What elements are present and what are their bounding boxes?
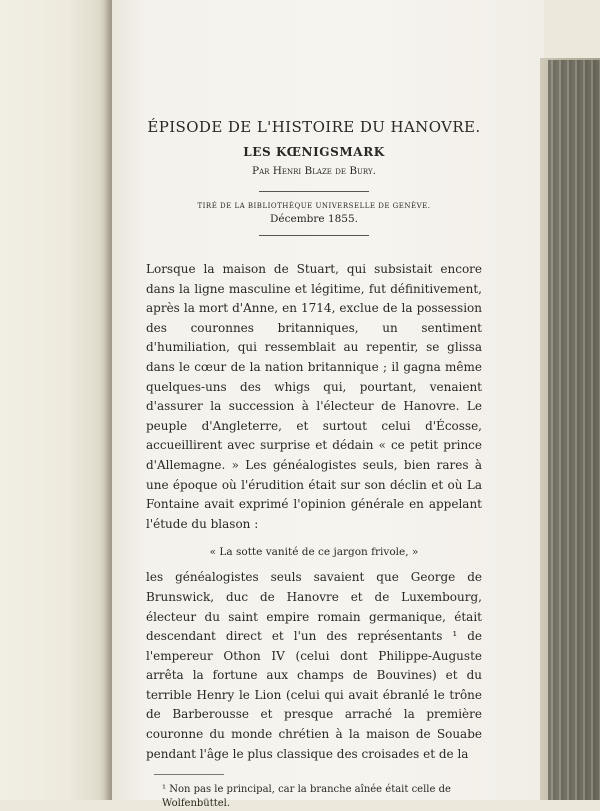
date-line: Décembre 1855. — [269, 213, 359, 225]
bottom-rule — [259, 235, 369, 236]
source-line: TIRÉ DE LA BIBLIOTHÈQUE UNIVERSELLE DE GENÈVE. — [197, 202, 431, 210]
top-rule — [259, 191, 369, 192]
footnote-rule — [154, 774, 224, 775]
page-subtitle: LES KŒNIGSMARK — [243, 145, 385, 159]
page-text — [146, 118, 482, 811]
author-line: Par Henri Blaze de Bury. — [252, 165, 376, 177]
paragraph-2: les généalogistes seuls savaient que George de Brunswick, duc de Hanovre et de Luxembourg, électeur du saint empire romain germanique, était descendant direct et l'un des représentants ¹ de l'empereur Othon IV (celui dont Philippe-Auguste arrêta la fortune aux champs de Bouvines) et du terrible Henry le Lion (celui qui avait ébranlé le trône de Barberousse et presque arraché la première couronne du monde chrétien à la maison de Souabe pendant l'âge le plus classique des croisades et de la — [146, 570, 482, 761]
page-title: ÉPISODE DE L'HISTOIRE DU HANOVRE. — [147, 118, 481, 136]
paragraph-1: Lorsque la maison de Stuart, qui subsistait encore dans la ligne masculine et légitime, fut définitivement, après la mort d'Anne, en 1714, exclue de la possession des couronnes britanniques, un sentiment d'humiliation, qui ressemblait au repentir, se glissa dans le cœur de la nation britannique ; il gagna même quelques-uns des whigs qui, pourtant, venaient d'assurer la succession à l'électeur de Hanovre. Le peuple d'Angleterre, et surtout celui d'Écosse, accueillirent avec surprise et dédain « ce petit prince d'Allemagne. » Les généalogistes seuls, bien rares à une époque où l'érudition était sur son déclin et où La Fontaine avait exprimé l'opinion générale en appelant l'étude du blason : — [146, 262, 482, 531]
book-cover-edge — [548, 60, 600, 800]
left-page — [0, 0, 112, 800]
quote-line: « La sotte vanité de ce jargon frivole, » — [209, 546, 419, 559]
footnote: ¹ Non pas le principal, car la branche aînée était celle de Wolfenbüttel. — [162, 784, 451, 810]
